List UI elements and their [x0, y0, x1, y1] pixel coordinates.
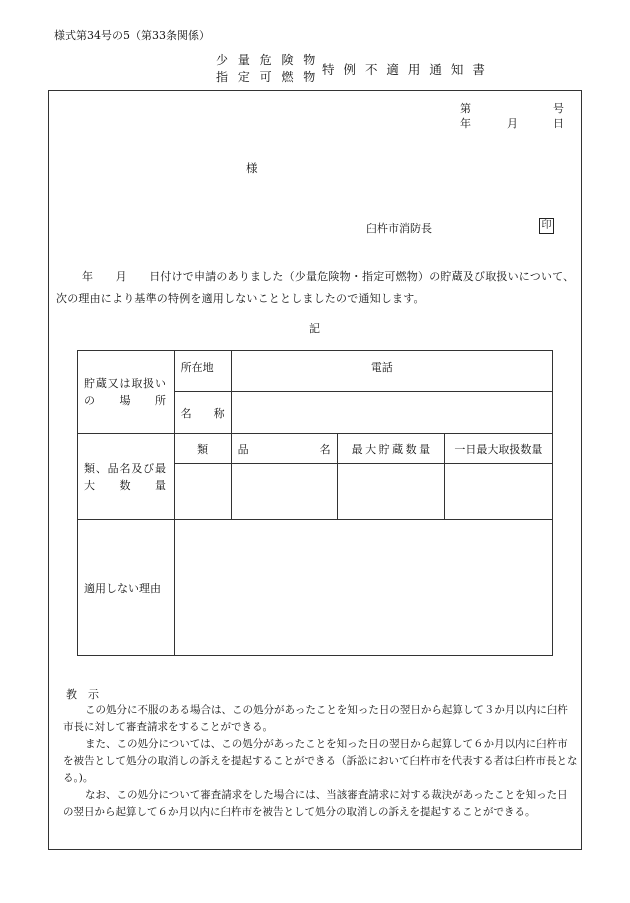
instruction-text	[63, 702, 578, 821]
name-label-cell	[174, 392, 231, 434]
number-prefix: 第	[460, 102, 471, 115]
details-table	[77, 350, 553, 656]
instruction-heading: 教 示	[66, 688, 99, 701]
kind-label-cell	[78, 434, 175, 520]
title-category	[216, 52, 318, 86]
name-label: 名称	[180, 406, 225, 420]
number-suffix: 号	[553, 102, 564, 115]
form-number: 様式第34号の5（第33条関係）	[54, 29, 210, 42]
reason-cell	[174, 520, 552, 656]
name-cell	[231, 392, 552, 434]
daily-max-value-cell	[444, 464, 552, 520]
phone-label: 電話	[370, 361, 393, 374]
col-max-storage: 最 大 貯 蔵 数 量	[337, 434, 444, 464]
date-day: 日	[553, 117, 564, 130]
instruction-paragraph-3: なお、この処分について審査請求をした場合には、当該審査請求に対する裁決があったことを知った日の翌日から起算して６か月以内に臼杵市を被告として処分の取消しの訴えを提起することができる。	[63, 789, 568, 818]
kind-value-cell	[174, 464, 231, 520]
col-kind: 類	[174, 434, 231, 464]
col-item-name-1: 品	[237, 442, 249, 456]
instruction-paragraph-2: また、この処分については、この処分があったことを知った日の翌日から起算して６か月以内に臼杵市を被告として処分の取消しの訴えを提起することができる（訴訟において臼杵市を代表する者は臼杵市長となる。)。	[63, 738, 578, 784]
col-item-name-2: 名	[319, 442, 331, 456]
seal-mark: 印	[539, 218, 554, 234]
max-storage-value-cell	[337, 464, 444, 520]
ki-heading: 記	[309, 322, 320, 335]
date-year: 年	[460, 117, 471, 130]
location-label: 貯蔵又は取扱いの場所	[84, 377, 166, 407]
col-item-name	[231, 434, 337, 464]
date-month: 月	[507, 117, 518, 130]
issuer-title: 臼杵市消防長	[366, 222, 432, 235]
instruction-paragraph-1: この処分に不服のある場合は、この処分があったことを知った日の翌日から起算して３か月以内に臼杵市長に対して審査請求をすることができる。	[63, 704, 568, 733]
col-daily-max: 一日最大取扱数量	[444, 434, 552, 464]
title-line-2: 指 定 可 燃 物	[216, 70, 319, 84]
kind-label: 類、品名及び最大数量	[84, 461, 166, 492]
address-label: 所在地	[174, 351, 231, 392]
item-value-cell	[231, 464, 337, 520]
body-paragraph: 年 月 日付けで申請のありました（少量危険物・指定可燃物）の貯蔵及び取扱いについて、次の理由により基準の特例を適用しないこととしましたので通知します。	[56, 270, 575, 305]
address-cell	[231, 351, 552, 392]
addressee-suffix: 様	[246, 161, 258, 175]
location-label-cell	[78, 351, 175, 434]
document-title: 特 例 不 適 用 通 知 書	[322, 62, 488, 77]
reason-label: 適用しない理由	[78, 520, 175, 656]
title-line-1: 少 量 危 険 物	[216, 53, 319, 67]
